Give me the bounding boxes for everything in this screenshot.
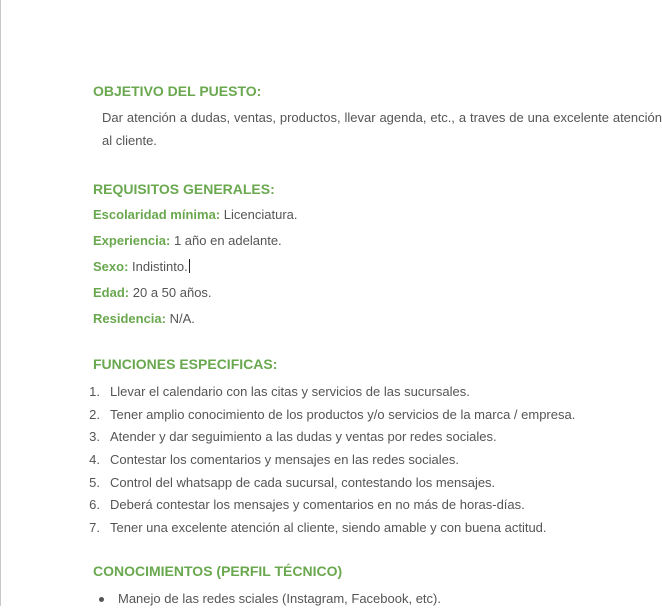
conocimientos-heading: CONOCIMIENTOS (PERFIL TÉCNICO) — [93, 563, 343, 579]
conocimientos-list — [96, 588, 441, 610]
list-number: 1. — [89, 384, 100, 399]
list-item — [80, 472, 575, 495]
list-item-text: Control del whatsapp de cada sucursal, contestando los mensajes. — [110, 474, 496, 490]
requisito-value: N/A. — [169, 311, 195, 326]
list-item-text: Manejo de las redes sciales (Instagram, Facebook, etc). — [118, 591, 441, 606]
requisitos-heading: REQUISITOS GENERALES: — [93, 181, 275, 197]
requisito-escolaridad — [93, 207, 298, 222]
list-item-text: Tener amplio conocimiento de los productos y/o servicios de la marca / empresa. — [110, 406, 576, 422]
objetivo-text: Dar atención a dudas, ventas, productos, llevar agenda, etc., a traves de una excelente atención al cliente. — [102, 110, 662, 148]
requisito-label: Residencia: — [93, 311, 166, 326]
requisito-sexo — [93, 259, 190, 274]
list-number: 4. — [89, 452, 100, 468]
list-item-text: Tener una excelente atención al cliente, siendo amable y con buena actitud. — [110, 520, 547, 536]
list-number: 3. — [89, 429, 100, 445]
list-item-text: Atender y dar seguimiento a las dudas y ventas por redes sociales. — [110, 429, 497, 445]
list-item — [80, 404, 575, 427]
funciones-list — [80, 381, 575, 540]
requisito-edad — [93, 285, 212, 300]
list-number: 7. — [89, 520, 100, 536]
funciones-heading: FUNCIONES ESPECIFICAS: — [93, 356, 278, 372]
list-item-text: Contestar los comentarios y mensajes en las redes sociales. — [110, 452, 459, 468]
list-item — [80, 426, 575, 449]
list-item — [80, 494, 575, 517]
requisito-label: Escolaridad mínima: — [93, 207, 221, 222]
requisito-label: Experiencia: — [93, 233, 171, 248]
requisito-value[interactable]: Indistinto. — [132, 259, 188, 274]
requisito-value: 20 a 50 años. — [132, 285, 212, 300]
requisito-residencia — [93, 311, 195, 326]
objetivo-heading: OBJETIVO DEL PUESTO: — [93, 83, 262, 99]
list-item — [96, 588, 441, 610]
list-item-text: Llevar el calendario con las citas y servicios de las sucursales. — [110, 384, 470, 399]
requisito-label: Sexo: — [93, 259, 129, 274]
bullet-icon — [99, 597, 104, 602]
list-number: 2. — [89, 406, 100, 422]
list-number: 6. — [89, 497, 100, 513]
requisito-value: Licenciatura. — [223, 207, 298, 222]
page-left-edge — [0, 0, 1, 606]
list-number: 5. — [89, 474, 100, 490]
text-cursor — [189, 259, 190, 273]
requisito-experiencia — [93, 233, 282, 248]
list-item — [80, 517, 575, 540]
list-item — [80, 381, 575, 404]
requisito-value: 1 año en adelante. — [173, 233, 282, 248]
requisito-label: Edad: — [93, 285, 130, 300]
list-item — [80, 449, 575, 472]
list-item-text: Deberá contestar los mensajes y comentarios en no más de horas-días. — [110, 497, 525, 513]
